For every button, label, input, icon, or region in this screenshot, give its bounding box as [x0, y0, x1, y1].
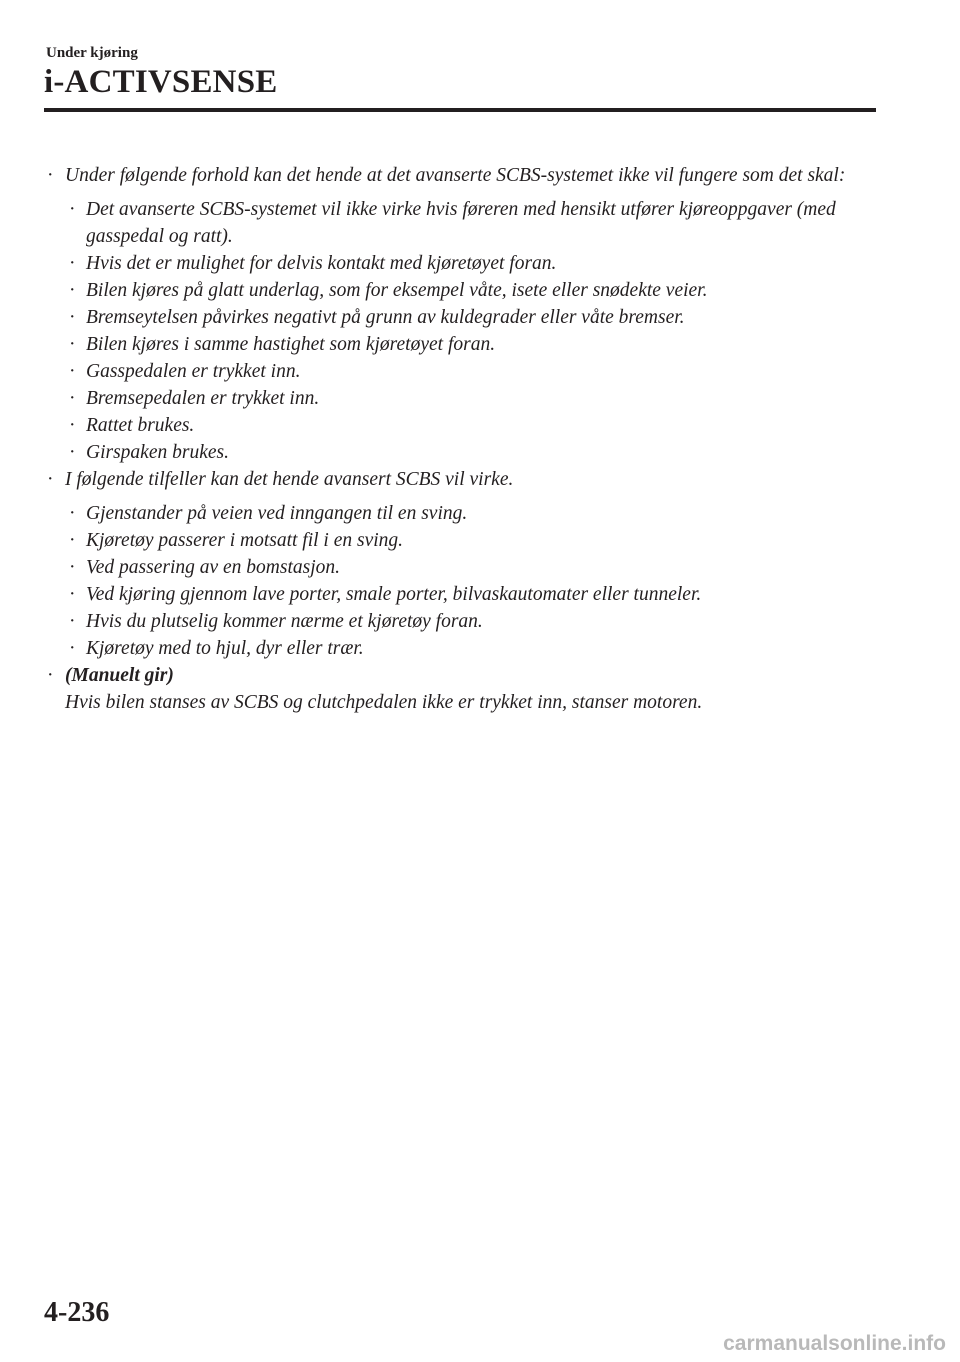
sub-list-item-text: Gasspedalen er trykket inn. [86, 361, 301, 382]
sub-list-item [46, 581, 856, 608]
sub-list-item-text: Kjøretøy passerer i motsatt fil i en sving. [86, 530, 404, 551]
content-body [46, 162, 856, 716]
sub-list-item-text: Ved passering av en bomstasjon. [86, 557, 341, 578]
sub-list-item-text: Girspaken brukes. [86, 442, 229, 463]
sub-list-item [46, 500, 856, 527]
bullet-icon: · [69, 503, 76, 524]
sub-list-item [46, 439, 856, 466]
sub-list-item-text: Bilen kjøres i samme hastighet som kjøretøyet foran. [86, 334, 496, 355]
chapter-title: i-ACTIVSENSE [44, 64, 278, 100]
sub-list-item-text: Kjøretøy med to hjul, dyr eller trær. [86, 638, 364, 659]
bullet-icon: · [69, 280, 76, 301]
list-item-text: I følgende tilfeller kan det hende avansert SCBS vil virke. [65, 469, 514, 490]
list-item [46, 466, 856, 493]
bullet-icon: · [69, 530, 76, 551]
bullet-icon: · [47, 165, 54, 186]
bullet-icon: · [47, 665, 54, 686]
bullet-icon: · [69, 584, 76, 605]
bullet-icon: · [69, 253, 76, 274]
bullet-icon: · [69, 388, 76, 409]
sub-list-item [46, 527, 856, 554]
sub-list-item [46, 277, 856, 304]
bullet-icon: · [69, 557, 76, 578]
bullet-icon: · [47, 469, 54, 490]
sub-list-item [46, 608, 856, 635]
list-item [46, 162, 856, 189]
sub-list-item [46, 358, 856, 385]
sub-list-item-text: Det avanserte SCBS-systemet vil ikke virke hvis føreren med hensikt utfører kjøreoppgaver (med gasspedal og ratt). [86, 199, 836, 247]
sub-list-item [46, 635, 856, 662]
bullet-icon: · [69, 199, 76, 220]
title-divider [44, 108, 876, 112]
sub-list-item [46, 250, 856, 277]
sub-list-item-text: Bremsepedalen er trykket inn. [86, 388, 320, 409]
list-item [46, 662, 856, 716]
bullet-icon: · [69, 415, 76, 436]
bullet-icon: · [69, 442, 76, 463]
sub-list-item [46, 196, 856, 250]
sub-list-item-text: Gjenstander på veien ved inngangen til en sving. [86, 503, 468, 524]
sub-list-item [46, 331, 856, 358]
sub-list-item [46, 304, 856, 331]
bullet-icon: · [69, 334, 76, 355]
bullet-icon: · [69, 611, 76, 632]
bullet-icon: · [69, 361, 76, 382]
sub-list-item-text: Bremseytelsen påvirkes negativt på grunn av kuldegrader eller våte bremser. [86, 307, 685, 328]
page-number: 4-236 [44, 1297, 110, 1328]
sub-list [46, 196, 856, 466]
sub-list-item-text: Hvis det er mulighet for delvis kontakt med kjøretøyet foran. [86, 253, 557, 274]
sub-list-item [46, 412, 856, 439]
section-label: Under kjøring [46, 45, 138, 61]
sub-list-item [46, 554, 856, 581]
sub-list-item-text: Rattet brukes. [86, 415, 195, 436]
sub-list-item [46, 385, 856, 412]
sub-list [46, 500, 856, 662]
bullet-icon: · [69, 638, 76, 659]
list-item-heading: (Manuelt gir) [65, 665, 174, 686]
list-item-text: Hvis bilen stanses av SCBS og clutchpedalen ikke er trykket inn, stanser motoren. [65, 692, 703, 713]
sub-list-item-text: Ved kjøring gjennom lave porter, smale porter, bilvaskautomater eller tunneler. [86, 584, 702, 605]
list-item-text: Under følgende forhold kan det hende at det avanserte SCBS-systemet ikke vil fungere som det skal: [65, 165, 846, 186]
sub-list-item-text: Bilen kjøres på glatt underlag, som for eksempel våte, isete eller snødekte veier. [86, 280, 708, 301]
sub-list-item-text: Hvis du plutselig kommer nærme et kjøretøy foran. [86, 611, 483, 632]
bullet-icon: · [69, 307, 76, 328]
watermark: carmanualsonline.info [723, 1332, 946, 1355]
